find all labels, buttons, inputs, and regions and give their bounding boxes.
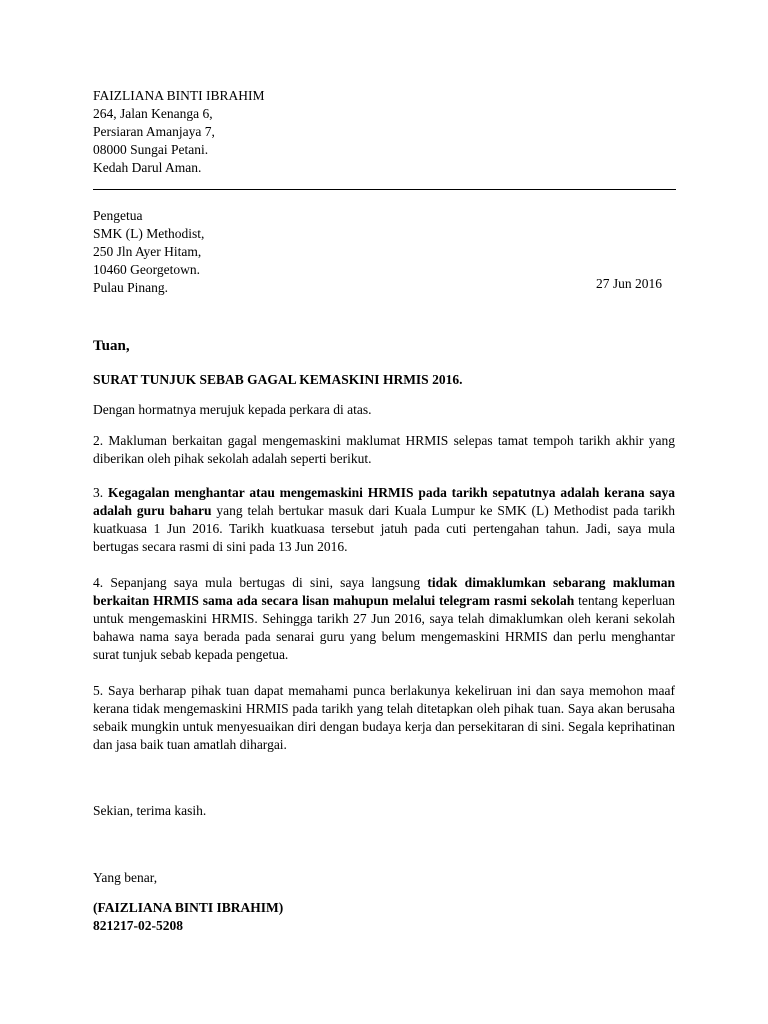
sender-address — [93, 87, 265, 177]
sign-off: Yang benar, — [93, 870, 158, 885]
paragraph-2: 2. Makluman berkaitan gagal mengemaskini maklumat HRMIS selepas tamat tempoh tarikh akhir yang diberikan oleh pihak sekolah adalah seperti berikut. — [93, 433, 675, 466]
paragraph-3-rest: yang telah bertukar masuk dari Kuala Lumpur ke SMK (L) Methodist pada tarikh kuatkuasa 1 Jun 2016. Tarikh kuatkuasa tersebut jatuh pada cuti pertengahan tahun. Jadi, saya mula bertugas secara rasmi di sini pada 13 Jun 2016. — [93, 503, 675, 554]
sender-address-line: Kedah Darul Aman. — [93, 160, 202, 175]
sender-address-line: 264, Jalan Kenanga 6, — [93, 106, 213, 121]
salutation: Tuan, — [93, 338, 130, 354]
recipient-address-line: 10460 Georgetown. — [93, 262, 200, 277]
paragraph-3-bold: Kegagalan menghantar atau mengemaskini HRMIS pada tarikh sepatutnya adalah kerana saya adalah guru baharu — [93, 485, 675, 518]
recipient-address — [93, 207, 204, 297]
paragraph-4-rest: tentang keperluan untuk mengemaskini HRMIS. Sehingga tarikh 27 Jun 2016, saya telah dimaklumkan oleh kerani sekolah bahawa nama saya berada pada senarai guru yang belum mengemaskini HRMIS dan perlu menghantar surat tunjuk sebab kepada pengetua. — [93, 593, 675, 662]
recipient-address-line: SMK (L) Methodist, — [93, 226, 205, 241]
sender-address-line: 08000 Sungai Petani. — [93, 142, 209, 157]
closing-line: Sekian, terima kasih. — [93, 803, 207, 818]
signature-id-number: 821217-02-5208 — [93, 918, 183, 933]
recipient-title: Pengetua — [93, 208, 143, 223]
letter-subject: SURAT TUNJUK SEBAB GAGAL KEMASKINI HRMIS 2016. — [93, 372, 463, 387]
recipient-address-line: Pulau Pinang. — [93, 280, 169, 295]
paragraph-4 — [93, 574, 675, 664]
signature-name: (FAIZLIANA BINTI IBRAHIM) — [93, 900, 284, 915]
paragraph-1: Dengan hormatnya merujuk kepada perkara di atas. — [93, 402, 372, 417]
paragraph-4-bold: tidak dimaklumkan sebarang makluman berkaitan HRMIS sama ada secara lisan mahupun melalui telegram rasmi sekolah — [93, 575, 675, 608]
paragraph-5: 5. Saya berharap pihak tuan dapat memahami punca berlakunya kekeliruan ini dan saya memohon maaf kerana tidak mengemaskini HRMIS pada tarikh yang telah ditetapkan oleh pihak tuan. Saya akan berusaha sebaik mungkin untuk menyesuaikan diri dengan budaya kerja dan persekitaran di sini. Segala keprihatinan dan jasa baik tuan amatlah dihargai. — [93, 683, 675, 752]
letter-date: 27 Jun 2016 — [596, 276, 663, 291]
paragraph-3 — [93, 484, 675, 556]
paragraph-4-pre: 4. Sepanjang saya mula bertugas di sini, saya langsung — [93, 575, 428, 590]
header-divider — [93, 189, 676, 190]
paragraph-3-number: 3. — [93, 485, 108, 500]
sender-address-line: Persiaran Amanjaya 7, — [93, 124, 215, 139]
sender-name: FAIZLIANA BINTI IBRAHIM — [93, 88, 265, 103]
recipient-address-line: 250 Jln Ayer Hitam, — [93, 244, 202, 259]
